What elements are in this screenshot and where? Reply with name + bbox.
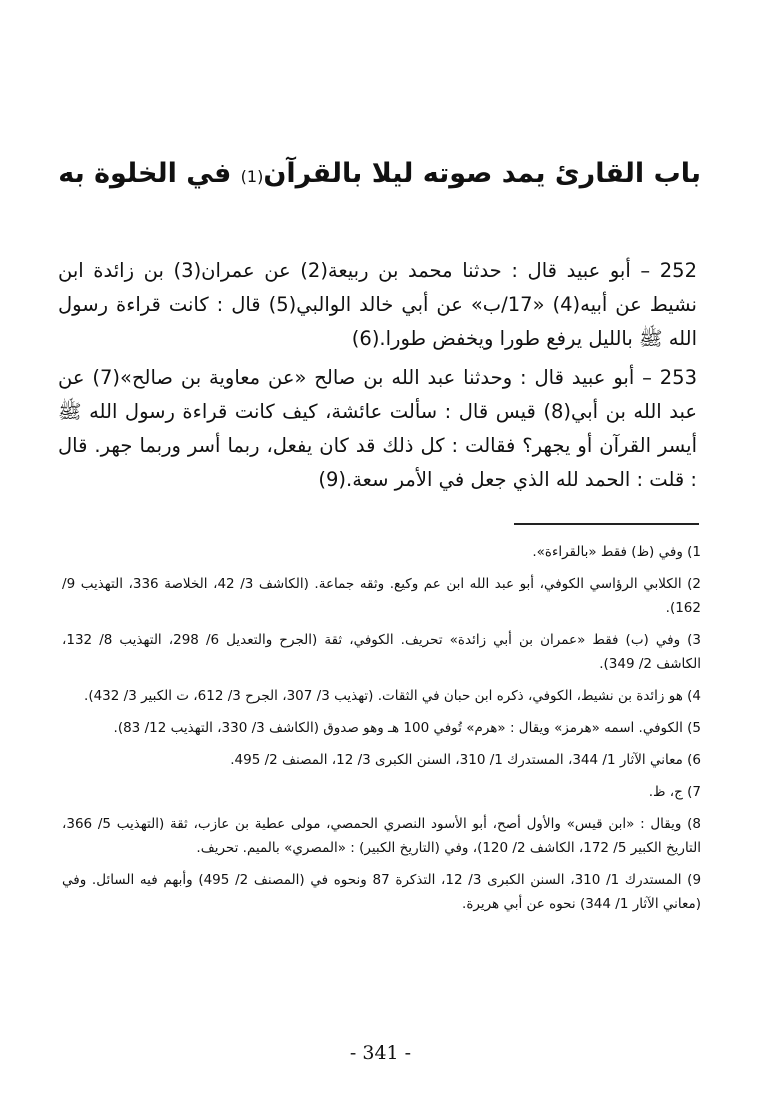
footnote: 6) معاني الآثار 1/ 344، المستدرك 1/ 310، السنن الكبرى 3/ 12، المصنف 2/ 495. bbox=[230, 752, 701, 768]
footnote: 9) المستدرك 1/ 310، السنن الكبرى 3/ 12، التذكرة 87 ونحوه في (المصنف 2/ 495) وأبهم فيه السائل. وفي (معاني الآثار 1/ 344) نحوه عن أبي هريرة. bbox=[62, 872, 702, 912]
footnote: 5) الكوفي. اسمه «هرمز» ويقال : «هرم» تُوفي 100 هـ وهو صدوق (الكاشف 3/ 330، التهذيب 12/ 83). bbox=[113, 720, 701, 736]
footnotes bbox=[62, 540, 701, 924]
page-number: - 341 - bbox=[349, 1042, 412, 1064]
footnote: 2) الكلابي الرؤاسي الكوفي، أبو عبد الله ابن عم وكيع. وثقه جماعة. (الكاشف 3/ 42، الخلاصة 336، التهذيب 9/ 162). bbox=[62, 576, 701, 616]
footnote: 1) وفي (ظ) فقط «بالقراءة». bbox=[532, 544, 701, 560]
footnote: 3) وفي (ب) فقط «عمران بن أبي زائدة» تحريف. الكوفي، ثقة (الجرح والتعديل 6/ 298، التهذيب 8/ 132، الكاشف 2/ 349). bbox=[62, 632, 702, 672]
hadith-paragraph: 253 – أبو عبيد قال : وحدثنا عبد الله بن صالح «عن معاوية بن صالح»(7) عن عبد الله بن أبي(8) قيس قال : سألت عائشة، كيف كانت قراءة رسول الله ﷺ أيسر القرآن أو يجهر؟ فقالت : كل ذلك قد كان يفعل، ربما أسر وربما جهر. قال : قلت : الحمد لله الذي جعل في الأمر سعة.(9) bbox=[58, 365, 697, 491]
chapter-title-text-end: في الخلوة به bbox=[58, 158, 232, 189]
hadith-paragraph: 252 – أبو عبيد قال : حدثنا محمد بن ربيعة(2) عن عمران(3) بن زائدة ابن نشيط عن أبيه(4) «17/ب» عن أبي خالد الوالبي(5) قال : كانت قراءة رسول الله ﷺ بالليل يرفع طورا ويخفض طورا.(6) bbox=[58, 258, 697, 350]
footnote: 8) ويقال : «ابن قيس» والأول أصح، أبو الأسود النصري الحمصي، مولى عطية بن عازب، ثقة (التهذيب 5/ 366، التاريخ الكبير 5/ 172، الكاشف 2/ 120)، وفي (التاريخ الكبير) : «المصري» بالميم. تحريف. bbox=[62, 816, 701, 856]
chapter-title-footnote-ref: (1) bbox=[240, 167, 264, 186]
chapter-title-text: باب القارئ يمد صوته ليلا بالقرآن bbox=[263, 158, 701, 189]
footnote-separator bbox=[514, 523, 699, 525]
footnote: 4) هو زائدة بن نشيط، الكوفي، ذكره ابن حبان في الثقات. (تهذيب 3/ 307، الجرح 3/ 612، ت الكبير 3/ 432). bbox=[84, 688, 701, 704]
footnote: 7) ج، ظ. bbox=[648, 784, 701, 800]
chapter-title bbox=[60, 158, 701, 189]
